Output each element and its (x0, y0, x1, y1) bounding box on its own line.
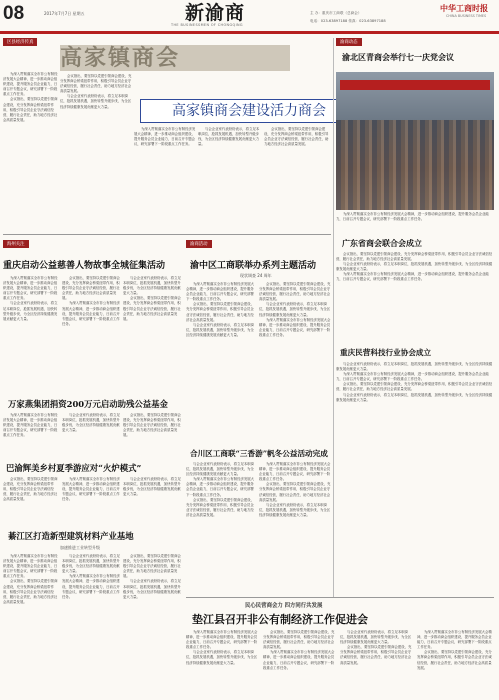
headline-left-third: 巴渝辉美乡村夏季游应对“火炉模式” (6, 463, 142, 473)
section-tag-focus: 海州关注 (3, 240, 29, 248)
article-text: 会议指出，要坚持以党建引领商会建设，充分发挥商会桥梁纽带作用，积极引导会员企业守法诚信经营，履行社会责任，助力地方经济社会高质量发展。 与会企业家代表纷纷表示，将立足本职岗位，抢抓发展机遇，加快转型升级步伐，为全区经济持续健康发展贡献更大力量。 (60, 74, 132, 109)
photo-people (336, 120, 494, 210)
headline-bottom-main: 垫江县召开非公有制经济工作促进会 (192, 613, 368, 626)
paper-subtitle: THE BUSINESSMEN OF CHONGQING (171, 23, 243, 27)
article-text: 为深入贯彻落实全市非公有制经济发展大会精神，进一步推动商会组织建设，提升服务会员企业能力，日前召开专题会议，研究部署下一阶段重点工作任务。 会议指出，要坚持以党建引领商会建设，充分发挥商会桥梁纽带作用，积极引导会员企业守法诚信经营，履行社会责任，助力地方经济社会高质量发展。 (417, 630, 492, 670)
article-text: 为深入贯彻落实全市非公有制经济发展大会精神，进一步推动商会组织建设，提升服务会员企业能力，日前召开专题会议，研究部署下一阶段重点工作任务。 (3, 413, 58, 438)
bottom-divider (186, 597, 494, 598)
article-text: 会议指出，要坚持以党建引领商会建设，充分发挥商会桥梁纽带作用，积极引导会员企业守法诚信经营，履行社会责任，助力地方经济社会高质量发展。 与会企业家代表纷纷表示，将立足本职岗位，抢抓发展机遇，加快转型升级步伐，为全区经济持续健康发展贡献更大力量。 为深入贯彻落实全市非公有制经济发展大会精神，进一步推动商会组织建设，提升服务会员企业能力，日前召开专题会议，研究部署下一阶段重点工作任务。 (336, 252, 493, 282)
headline-left-fourth: 綦江区打造新型建筑材料产业基地 (8, 531, 134, 541)
masthead-rule (0, 31, 499, 34)
headline-center-second: 合川区工商联“三香游”帆冬公益活动完成 (190, 449, 328, 458)
article-text: 与会企业家代表纷纷表示，将立足本职岗位，抢抓发展机遇，加快转型升级步伐，为全区经济持续健康发展贡献更大力量。 为深入贯彻落实全市非公有制经济发展大会精神，进一步推动商会组织建设，提升服务会员企业能力，日前召开专题会议，研究部署下一阶段重点工作任务。 会议指出，要坚持以党建引领商会建设，充分发挥商会桥梁纽带作用，积极引导会员企业守法诚信经营，履行社会责任，助力地方经济社会高质量发展。 (186, 462, 255, 517)
headline-right-lower: 重庆民营科技行业协会成立 (340, 348, 432, 357)
masthead-contact: 电话：023-63897188 传真：023-63897188 (310, 19, 386, 23)
headline-center-sub: 现状调查 24 周年 (240, 273, 272, 278)
article-text: 为深入贯彻落实全市非公有制经济发展大会精神，进一步推动商会组织建设，提升服务会员企业能力，日前召开专题会议，研究部署下一阶段重点工作任务。 与会企业家代表纷纷表示，将立足本职岗位，抢抓发展机遇，加快转型升级步伐，为全区经济持续健康发展贡献更大力量。 (3, 276, 58, 321)
article-text: 为深入贯彻落实全市非公有制经济发展大会精神，进一步推动商会组织建设，提升服务会员企业能力，日前召开专题会议，研究部署下一阶段重点工作任务。 会议指出，要坚持以党建引领商会建设，充分发挥商会桥梁纽带作用，积极引导会员企业守法诚信经营，履行社会责任，助力地方经济社会高质量发展。 与会企业家代表纷纷表示，将立足本职岗位，抢抓发展机遇，加快转型升级步伐，为全区经济持续健康发展贡献更大力量。 (259, 462, 331, 517)
article-text: 与会企业家代表纷纷表示，将立足本职岗位，抢抓发展机遇，加快转型升级步伐，为全区经济持续健康发展贡献更大力量。 (62, 413, 120, 433)
brand-logo: 中华工商时报 (440, 4, 488, 13)
headline-center-main: 渝中区工商联举办系列主题活动 (190, 261, 317, 271)
article-text: 与会企业家代表纷纷表示，将立足本职岗位，抢抓发展机遇，加快转型升级步伐，为全区经济持续健康发展贡献更大力量。 (198, 127, 260, 147)
article-text: 与会企业家代表纷纷表示，将立足本职岗位，抢抓发展机遇，加快转型升级步伐，为全区经济持续健康发展贡献更大力量。 为深入贯彻落实全市非公有制经济发展大会精神，进一步推动商会组织建设，提升服务会员企业能力，日前召开专题会议，研究部署下一阶段重点工作任务。 会议指出，要坚持以党建引领商会建设，充分发挥商会桥梁纽带作用，积极引导会员企业守法诚信经营，履行社会责任，助力地方经济社会高质量发展。 与会企业家代表纷纷表示，将立足本职岗位，抢抓发展机遇，加快转型升级步伐，为全区经济持续健康发展贡献更大力量。 (336, 362, 493, 402)
section-tag-news: 渝商动态 (336, 38, 362, 46)
article-text: 为深入贯彻落实全市非公有制经济发展大会精神，进一步推动商会组织建设，提升服务会员企业能力，日前召开专题会议，研究部署下一阶段重点工作任务。 与会企业家代表纷纷表示，将立足本职岗位，抢抓发展机遇，加快转型升级步伐，为全区经济持续健康发展贡献更大力量。 (186, 630, 258, 665)
paper-title: 新渝商 (185, 2, 246, 24)
article-text: 为深入贯彻落实全市非公有制经济发展大会精神，进一步推动商会组织建设，提升服务会员企业能力，日前召开专题会议，研究部署下一阶段重点工作任务。 会议指出，要坚持以党建引领商会建设，充分发挥商会桥梁纽带作用，积极引导会员企业守法诚信经营，履行社会责任，助力地方经济社会高质量发展。 与会企业家代表纷纷表示，将立足本职岗位，抢抓发展机遇，加快转型升级步伐，为全区经济持续健康发展贡献更大力量。 (186, 282, 255, 337)
headline-left-second: 万家燕集团捐资200万元启动助残公益基金 (8, 399, 168, 409)
article-text: 为深入贯彻落实全市非公有制经济发展大会精神，进一步推动商会组织建设，提升服务会员企业能力，日前召开专题会议，研究部署下一阶段重点工作任务。 会议指出，要坚持以党建引领商会建设，充分发挥商会桥梁纽带作用，积极引导会员企业守法诚信经营，履行社会责任，助力地方经济社会高质量发展。 (3, 554, 58, 604)
section-tag-activity: 渝商活动 (186, 240, 212, 248)
article-text: 会议指出，要坚持以党建引领商会建设，充分发挥商会桥梁纽带作用，积极引导会员企业守法诚信经营，履行社会责任，助力地方经济社会高质量发展。 (3, 477, 58, 502)
article-text: 会议指出，要坚持以党建引领商会建设，充分发挥商会桥梁纽带作用，积极引导会员企业守法诚信经营，履行社会责任，助力地方经济社会高质量发展。 (264, 127, 329, 147)
bottom-kicker: 民心民营商会力 四方同行共发展 (245, 603, 323, 609)
page-number: 08 (3, 3, 25, 24)
article-text: 与会企业家代表纷纷表示，将立足本职岗位，抢抓发展机遇，加快转型升级步伐，为全区经济持续健康发展贡献更大力量。 为深入贯彻落实全市非公有制经济发展大会精神，进一步推动商会组织建设，提升服务会员企业能力，日前召开专题会议，研究部署下一阶段重点工作任务。 (62, 554, 120, 599)
section-divider (3, 234, 331, 235)
article-text: 会议指出，要坚持以党建引领商会建设，充分发挥商会桥梁纽带作用，积极引导会员企业守法诚信经营，履行社会责任，助力地方经济社会高质量发展。 (123, 413, 181, 438)
article-text: 为深入贯彻落实全市非公有制经济发展大会精神，进一步推动商会组织建设，提升服务会员企业能力，日前召开专题会议，研究部署下一阶段重点工作任务。 会议指出，要坚持以党建引领商会建设，充分发挥商会桥梁纽带作用，积极引导会员企业守法诚信经营，履行社会责任，助力地方经济社会高质量发展。 (3, 72, 58, 122)
photo-banner (340, 80, 490, 90)
section-tag-county: 区县经济传真 (3, 38, 37, 46)
headline-right-middle: 广东省商会联合会成立 (342, 238, 422, 248)
article-text: 为深入贯彻落实全市非公有制经济发展大会精神，进一步推动商会组织建设，提升服务会员企业能力，日前召开专题会议，研究部署下一阶段重点工作任务。 (336, 212, 489, 222)
article-text: 会议指出，要坚持以党建引领商会建设，充分发挥商会桥梁纽带作用，积极引导会员企业守法诚信经营，履行社会责任，助力地方经济社会高质量发展。 为深入贯彻落实全市非公有制经济发展大会精神，进一步推动商会组织建设，提升服务会员企业能力，日前召开专题会议，研究部署下一阶段重点工作任务。 (263, 630, 335, 670)
issue-date: 2017年7月7日 星期五 (44, 11, 85, 16)
article-text: 会议指出，要坚持以党建引领商会建设，充分发挥商会桥梁纽带作用，积极引导会员企业守法诚信经营，履行社会责任，助力地方经济社会高质量发展。 与会企业家代表纷纷表示，将立足本职岗位，抢抓发展机遇，加快转型升级步伐，为全区经济持续健康发展贡献更大力量。 为深入贯彻落实全市非公有制经济发展大会精神，进一步推动商会组织建设，提升服务会员企业能力，日前召开专题会议，研究部署下一阶段重点工作任务。 (259, 282, 331, 337)
headline-overlay: 高家镇商会建设活力商会 (172, 103, 326, 119)
article-text: 与会企业家代表纷纷表示，将立足本职岗位，抢抓发展机遇，加快转型升级步伐，为全区经济持续健康发展贡献更大力量。 会议指出，要坚持以党建引领商会建设，充分发挥商会桥梁纽带作用，积极引导会员企业守法诚信经营，履行社会责任，助力地方经济社会高质量发展。 (123, 276, 181, 321)
article-text: 会议指出，要坚持以党建引领商会建设，充分发挥商会桥梁纽带作用，积极引导会员企业守法诚信经营，履行社会责任，助力地方经济社会高质量发展。 与会企业家代表纷纷表示，将立足本职岗位，抢抓发展机遇，加快转型升级步伐，为全区经济持续健康发展贡献更大力量。 (123, 554, 181, 599)
headline-left-fourth-sub: 加速推进工业转型升级 (60, 545, 100, 550)
column-divider (333, 38, 334, 598)
article-text: 为深入贯彻落实全市非公有制经济发展大会精神，进一步推动商会组织建设，提升服务会员企业能力，日前召开专题会议，研究部署下一阶段重点工作任务。 (134, 127, 196, 147)
article-text: 与会企业家代表纷纷表示，将立足本职岗位，抢抓发展机遇，加快转型升级步伐，为全区经济持续健康发展贡献更大力量。 (123, 477, 181, 497)
article-text: 与会企业家代表纷纷表示，将立足本职岗位，抢抓发展机遇，加快转型升级步伐，为全区经济持续健康发展贡献更大力量。 会议指出，要坚持以党建引领商会建设，充分发挥商会桥梁纽带作用，积极引导会员企业守法诚信经营，履行社会责任，助力地方经济社会高质量发展。 (340, 630, 412, 665)
article-text: 会议指出，要坚持以党建引领商会建设，充分发挥商会桥梁纽带作用，积极引导会员企业守法诚信经营，履行社会责任，助力地方经济社会高质量发展。 为深入贯彻落实全市非公有制经济发展大会精神，进一步推动商会组织建设，提升服务会员企业能力，日前召开专题会议，研究部署下一阶段重点工作任务。 (62, 276, 120, 326)
headline-right-top: 渝北区青商会举行七一庆党会议 (342, 52, 454, 62)
headline-left-main: 重庆启动公益慈善人物故事全城征集活动 (3, 261, 166, 271)
masthead-publisher: 主 办：重庆市工商联（总商会） (310, 11, 362, 15)
article-text: 为深入贯彻落实全市非公有制经济发展大会精神，进一步推动商会组织建设，提升服务会员企业能力，日前召开专题会议，研究部署下一阶段重点工作任务。 (62, 477, 120, 502)
faded-headline: 高家镇商会 (60, 45, 181, 71)
brand-subtitle: CHINA BUSINESS TIMES (446, 14, 487, 18)
